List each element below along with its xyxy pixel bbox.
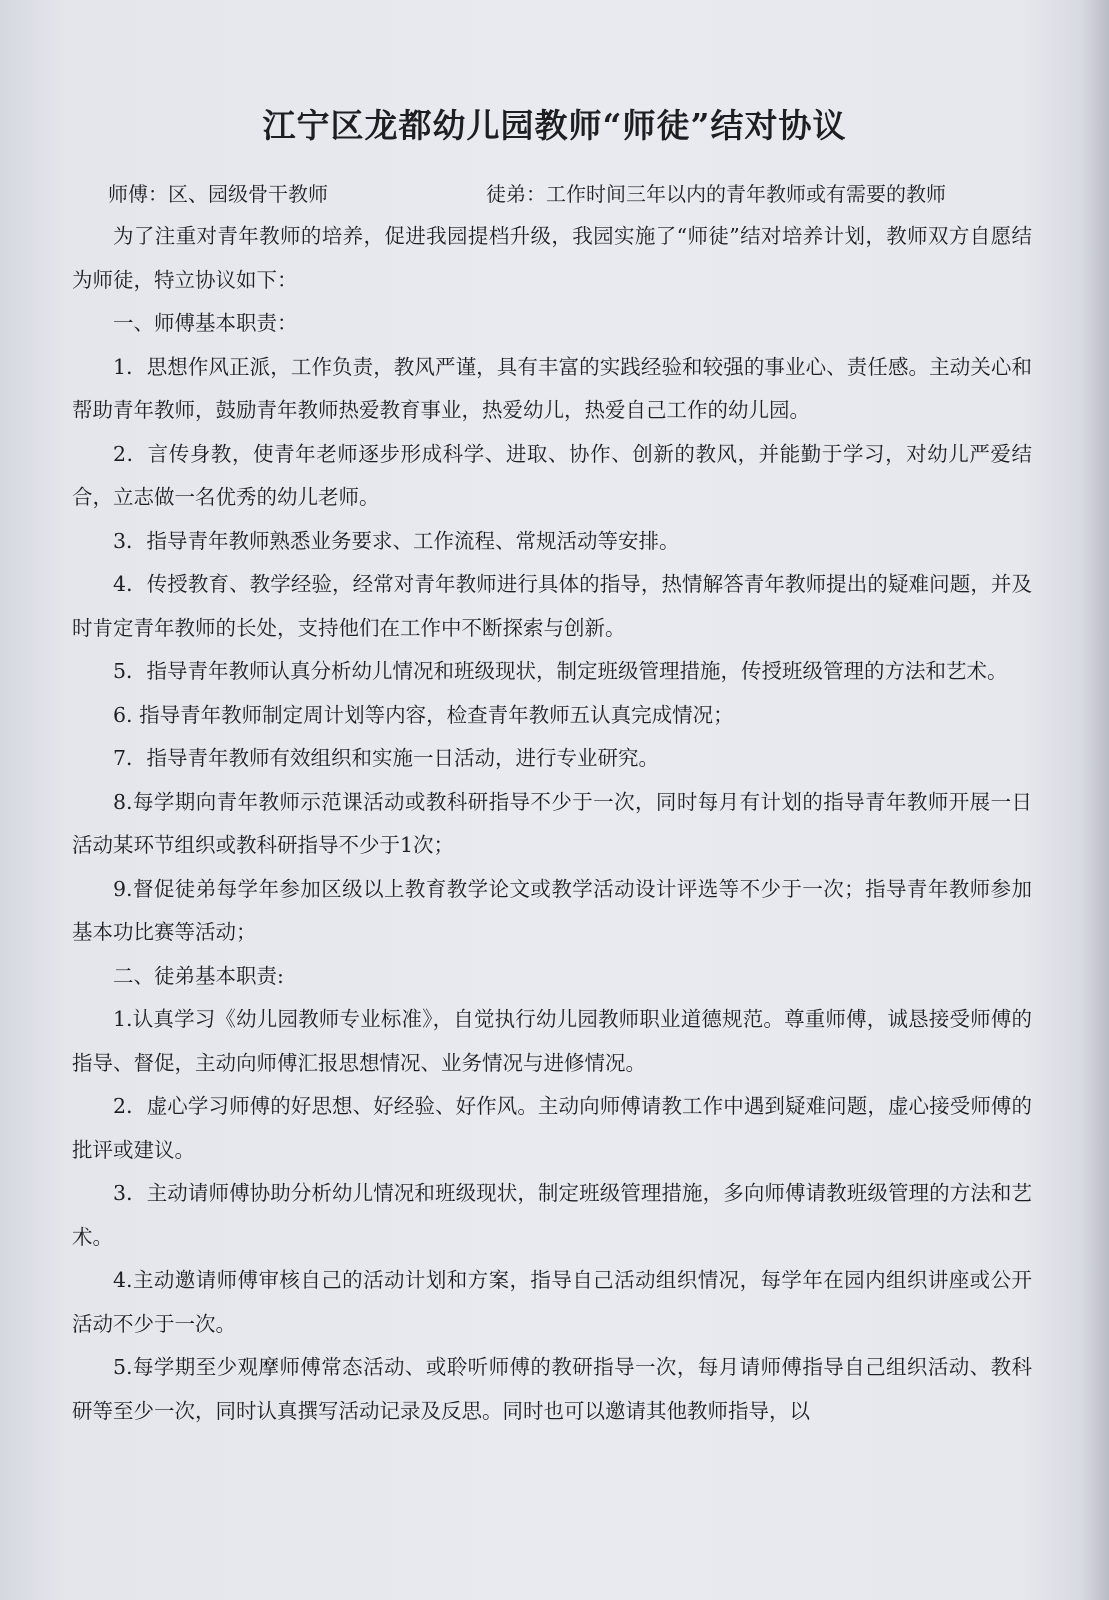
mentor-duty-item: 2．言传身教，使青年老师逐步形成科学、进取、协作、创新的教风，并能勤于学习，对幼儿严爱结合，立志做一名优秀的幼儿老师。 [72,441,1032,509]
mentor-duty-item: 5．指导青年教师认真分析幼儿情况和班级现状，制定班级管理措施，传授班级管理的方法和艺术。 [113,659,1008,683]
apprentice-duty-item: 2．虚心学习师傅的好思想、好经验、好作风。主动向师傅请教工作中遇到疑难问题，虚心接受师傅的批评或建议。 [72,1094,1032,1162]
intro-paragraph: 为了注重对青年教师的培养，促进我园提档升级，我园实施了“师徒”结对培养计划，教师双方自愿结为师徒，特立协议如下： [72,224,1032,292]
apprentice-duty-item: 4.主动邀请师傅审核自己的活动计划和方案，指导自己活动组织情况，每学年在园内组织讲座或公开活动不少于一次。 [72,1268,1032,1336]
mentor-duty-item: 4．传授教育、教学经验，经常对青年教师进行具体的指导，热情解答青年教师提出的疑难问题，并及时肯定青年教师的长处，支持他们在工作中不断探索与创新。 [72,572,1032,640]
apprentice-duty-item: 5.每学期至少观摩师傅常态活动、或聆听师傅的教研指导一次，每月请师傅指导自己组织活动、教科研等至少一次，同时认真撰写活动记录及反思。同时也可以邀请其他教师指导，以 [72,1355,1032,1423]
apprentice-duty-item: 3．主动请师傅协助分析幼儿情况和班级现状，制定班级管理措施，多向师傅请教班级管理的方法和艺术。 [72,1181,1032,1249]
mentor-duty-item: 8.每学期向青年教师示范课活动或教科研指导不少于一次，同时每月有计划的指导青年教师开展一日活动某环节组织或教科研指导不少于1次； [72,789,1032,857]
roles-line [108,178,1008,212]
section-heading-apprentice: 二、徒弟基本职责: [113,963,284,988]
mentor-line: 师傅：区、园级骨干教师 [108,182,328,206]
mentor-duty-item: 6. 指导青年教师制定周计划等内容，检查青年教师五认真完成情况； [113,702,734,727]
mentor-duty-item: 1．思想作风正派，工作负责，教风严谨，具有丰富的实践经验和较强的事业心、责任感。主动关心和帮助青年教师，鼓励青年教师热爱教育事业，热爱幼儿，热爱自己工作的幼儿园。 [72,354,1032,422]
apprentice-duty-item: 1.认真学习《幼儿园教师专业标准》，自觉执行幼儿园教师职业道德规范。尊重师傅，诚恳接受师傅的指导、督促，主动向师傅汇报思想情况、业务情况与进修情况。 [72,1007,1032,1075]
mentor-duty-item: 3．指导青年教师熟悉业务要求、工作流程、常规活动等安排。 [113,528,680,553]
mentor-duty-item: 7．指导青年教师有效组织和实施一日活动，进行专业研究。 [113,746,660,770]
mentor-duty-item: 9.督促徒弟每学年参加区级以上教育教学论文或教学活动设计评选等不少于一次；指导青年教师参加基本功比赛等活动； [72,876,1032,944]
apprentice-line: 徒弟：工作时间三年以内的青年教师或有需要的教师 [486,182,946,206]
section-heading-mentor: 一、师傅基本职责： [113,311,298,335]
document-body [72,215,1032,1433]
document-title: 江宁区龙都幼儿园教师“师徒”结对协议 [262,106,847,145]
